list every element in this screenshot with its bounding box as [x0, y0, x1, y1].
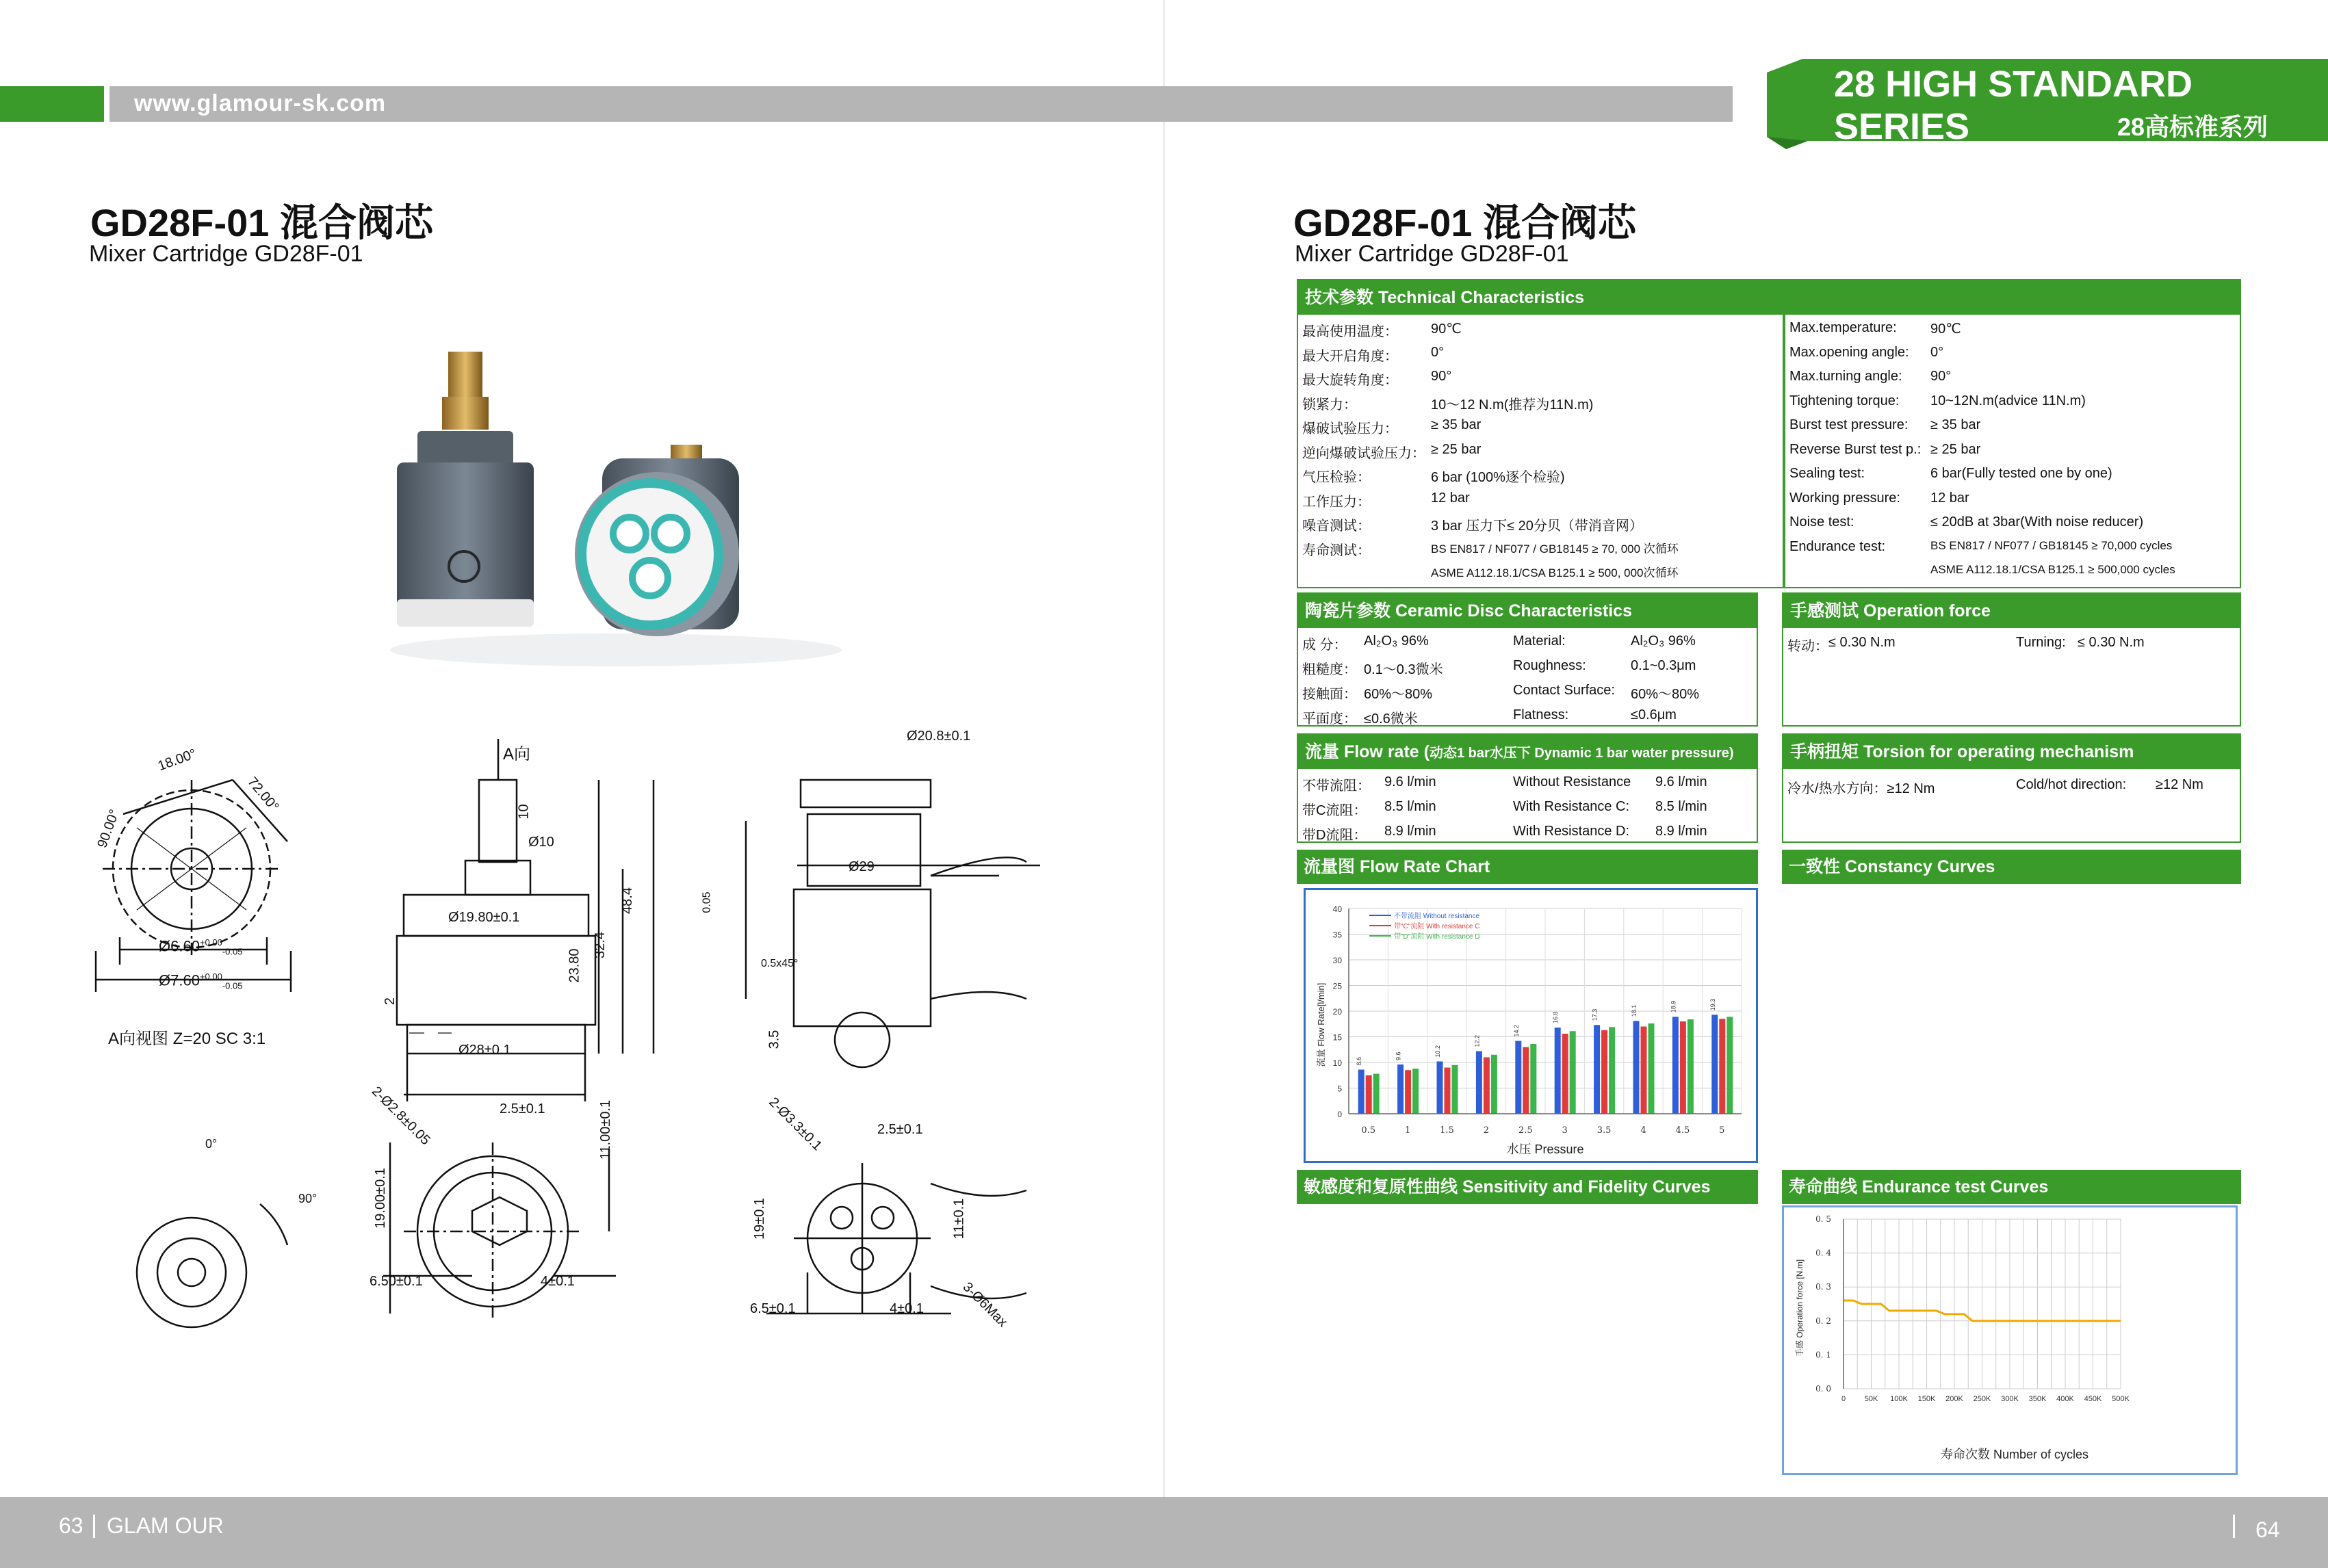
operation-en-label: Turning:	[2016, 635, 2066, 650]
tech-cn-label: 爆破试验压力：	[1302, 421, 1398, 436]
tech-section	[1297, 279, 2241, 588]
flow-xtick: 1	[1404, 1125, 1411, 1136]
flow-bar	[1405, 1070, 1411, 1114]
flow-bar	[1445, 1068, 1451, 1114]
flow-bar	[1530, 1044, 1536, 1114]
flow-cn-label: 不带流阻：	[1302, 779, 1371, 794]
tech-heading: 技术参数 Technical Characteristics	[1298, 280, 2240, 315]
flow-legend-label: 不带流阻 Without resistance	[1394, 913, 1480, 920]
dim-10: 10	[516, 804, 532, 820]
dim-484: 48.4	[619, 887, 635, 914]
flow-ylabel: 流量 Flow Rate[l/min]	[1316, 982, 1326, 1067]
dim-1900: 19.00±0.1	[372, 1168, 388, 1229]
flow-bar	[1476, 1051, 1482, 1114]
flow-data-label: 16.8	[1552, 1011, 1560, 1023]
endurance-xtick: 350K	[2028, 1395, 2047, 1403]
flow-xtick: 0.5	[1361, 1125, 1376, 1136]
flow-cn-value: 8.9 l/min	[1384, 824, 1436, 839]
flow-cn-label: 带C流阻：	[1302, 803, 1367, 818]
tech-en-label: Reverse Burst test p.:	[1789, 441, 1922, 457]
flow-data-label: 12.2	[1473, 1034, 1481, 1047]
flow-bar	[1726, 1017, 1733, 1114]
dim-2xd28: 2-Ø2.8±0.05	[368, 1084, 433, 1149]
right-product-subtitle: Mixer Cartridge GD28F-01	[1295, 241, 1569, 267]
flow-legend-label: 带"C"流阻 With resistance C	[1394, 923, 1480, 930]
flow-en-value: 9.6 l/min	[1655, 774, 1707, 789]
endurance-xtick: 150K	[1917, 1395, 1936, 1403]
dim-4a: 4±0.1	[541, 1274, 575, 1289]
flow-section	[1297, 733, 1758, 843]
tech-cn-value: ASME A112.18.1/CSA B125.1 ≥ 500, 000次循环	[1431, 566, 1679, 579]
tech-cn-label: 逆向爆破试验压力：	[1302, 445, 1425, 461]
flow-bar	[1491, 1055, 1497, 1114]
dim-d208: Ø20.8±0.1	[907, 729, 971, 744]
flow-bar	[1373, 1074, 1380, 1114]
endurance-ytick: 0. 3	[1815, 1282, 1831, 1292]
tech-en-value: 90℃	[1930, 322, 1961, 337]
flow-bar	[1687, 1019, 1694, 1114]
dim-650: 6.50±0.1	[370, 1274, 423, 1289]
flow-bar	[1452, 1065, 1458, 1114]
flow-bar	[1358, 1070, 1365, 1114]
dim-11b: 11±0.1	[951, 1198, 967, 1240]
flow-en-label: Without Resistance	[1513, 774, 1631, 789]
dim-d29: Ø29	[849, 859, 875, 874]
footer-brand: GLAM OUR	[107, 1513, 224, 1538]
dim-2380: 23.80	[567, 948, 582, 983]
dim-005: 0.05	[701, 891, 713, 913]
flow-ytick: 35	[1332, 930, 1342, 940]
dim-d10: Ø10	[528, 835, 554, 850]
tech-en-value: 6 bar(Fully tested one by one)	[1930, 466, 2112, 481]
tech-en-label: Noise test:	[1789, 514, 1854, 530]
tech-cn-value: 12 bar	[1431, 490, 1470, 506]
flow-ytick: 20	[1332, 1007, 1342, 1017]
flow-xtick: 3	[1562, 1125, 1568, 1136]
tech-cn-label: 气压检验：	[1302, 470, 1371, 485]
ceramic-en-value: 0.1~0.3μm	[1631, 658, 1696, 673]
tech-cn-value: 0°	[1431, 344, 1445, 360]
torsion-cn-label: 冷水/热水方向：≥12 Nm	[1787, 781, 1935, 796]
dim-3xd6: 3-Ø6Max	[959, 1279, 1011, 1331]
dim-d1980: Ø19.80±0.1	[448, 910, 520, 925]
flow-cn-label: 带D流阻：	[1302, 828, 1367, 843]
endurance-xtick: 300K	[2001, 1395, 2019, 1403]
view-a-note: A向视图 Z=20 SC 3:1	[108, 1030, 266, 1048]
tech-cn-label: 锁紧力：	[1302, 397, 1357, 413]
footer-bar	[0, 1497, 2328, 1568]
endurance-heading: 寿命曲线 Endurance test Curves	[1782, 1170, 2241, 1204]
flow-bar	[1601, 1030, 1607, 1114]
tech-cn-value: 6 bar (100%逐个检验)	[1431, 470, 1565, 485]
sensitivity-heading: 敏感度和复原性曲线 Sensitivity and Fidelity Curves	[1297, 1170, 1758, 1204]
flow-data-label: 8.6	[1356, 1056, 1363, 1066]
torsion-en-label: Cold/hot direction:	[2016, 777, 2127, 792]
ceramic-cn-label: 平面度：	[1302, 711, 1357, 727]
tech-en-label: Max.temperature:	[1789, 320, 1897, 335]
dim-05x45: 0.5x45°	[761, 958, 799, 969]
dim-25b: 2.5±0.1	[877, 1122, 923, 1137]
flow-bar	[1672, 1017, 1679, 1114]
flow-bar	[1570, 1031, 1576, 1114]
tech-en-value: 0°	[1930, 344, 1944, 360]
tech-cn-value: 3 bar 压力下≤ 20分贝（带消音网）	[1431, 519, 1643, 534]
flow-ytick: 5	[1337, 1084, 1342, 1094]
flow-ytick: 0	[1337, 1110, 1342, 1119]
ceramic-en-label: Contact Surface:	[1513, 683, 1615, 698]
flow-xtick: 1.5	[1440, 1125, 1454, 1136]
operation-cn-value: ≤ 0.30 N.m	[1828, 635, 1896, 650]
endurance-chart	[1782, 1205, 2238, 1475]
ceramic-cn-label: 粗糙度：	[1302, 662, 1357, 677]
tech-en-label: Tightening torque:	[1789, 393, 1900, 408]
flow-data-label: 18.9	[1670, 1000, 1677, 1013]
tech-en-value: ≤ 20dB at 3bar(With noise reducer)	[1930, 514, 2144, 530]
endurance-xtick: 50K	[1864, 1395, 1878, 1403]
flow-bar	[1484, 1058, 1490, 1114]
ceramic-en-label: Flatness:	[1513, 707, 1569, 722]
dim-19b: 19±0.1	[752, 1197, 768, 1240]
flow-data-label: 17.3	[1591, 1008, 1599, 1021]
ceramic-cn-value: 60%～80%	[1364, 687, 1433, 702]
operation-cn-label: 转动：	[1787, 639, 1828, 654]
flow-rate-chart	[1304, 888, 1758, 1163]
footer-separator-right	[2233, 1515, 2235, 1538]
angle-18-label: 18.00°	[155, 746, 198, 774]
flow-chart-heading: 流量图 Flow Rate Chart	[1297, 850, 1758, 884]
flow-xtick: 4	[1640, 1125, 1646, 1136]
dim-35: 3.5	[766, 1030, 782, 1049]
ceramic-en-value: ≤0.6μm	[1631, 707, 1677, 722]
flow-data-label: 19.3	[1709, 998, 1716, 1011]
endurance-xtick: 100K	[1890, 1395, 1908, 1403]
endurance-xtick: 0	[1841, 1395, 1846, 1403]
tech-en-label: Burst test pressure:	[1789, 417, 1909, 432]
flow-en-label: With Resistance D:	[1513, 824, 1630, 839]
ceramic-en-value: Al₂O₃ 96%	[1631, 633, 1696, 649]
flow-bar	[1594, 1025, 1600, 1114]
ceramic-en-label: Material:	[1513, 633, 1566, 649]
dim-65b: 6.5±0.1	[750, 1301, 796, 1316]
endurance-xtick: 200K	[1945, 1395, 1963, 1403]
endurance-xlabel: 寿命次数 Number of cycles	[1940, 1448, 2089, 1461]
ceramic-heading: 陶瓷片参数 Ceramic Disc Characteristics	[1298, 594, 1757, 628]
dim-324: 32.4	[592, 932, 608, 958]
torsion-heading: 手柄扭矩 Torsion for operating mechanism	[1783, 735, 2240, 769]
flow-bar	[1555, 1028, 1561, 1114]
footer-separator-left	[93, 1515, 95, 1538]
flow-cn-value: 8.5 l/min	[1384, 799, 1436, 814]
rotation-90-label: 90°	[298, 1192, 318, 1205]
view-a-label: A向	[503, 745, 531, 763]
flow-ytick: 30	[1332, 956, 1342, 965]
flow-bar	[1562, 1034, 1568, 1114]
endurance-xtick: 250K	[1973, 1395, 1991, 1403]
ceramic-en-label: Roughness:	[1513, 658, 1586, 673]
header-accent-left	[0, 86, 104, 122]
left-product-subtitle: Mixer Cartridge GD28F-01	[89, 241, 363, 267]
tech-cn-value: ≥ 35 bar	[1431, 417, 1482, 432]
flow-data-label: 9.6	[1395, 1051, 1402, 1060]
series-title: 28 HIGH STANDARD SERIES	[1834, 64, 2193, 147]
flow-bar	[1648, 1023, 1655, 1114]
flow-bar	[1366, 1075, 1372, 1114]
angle-90-label: 90.00°	[94, 807, 122, 850]
endurance-xtick: 400K	[2056, 1395, 2074, 1403]
flow-en-value: 8.9 l/min	[1655, 824, 1707, 839]
operation-heading: 手感测试 Operation force	[1783, 594, 2240, 628]
product-photo	[370, 328, 890, 670]
endurance-ytick: 0. 1	[1815, 1350, 1831, 1360]
dim-2xd33: 2-Ø3.3±0.1	[766, 1095, 825, 1154]
tech-cn-label: 寿命测试：	[1302, 543, 1371, 558]
tech-cn-value: 90℃	[1431, 322, 1462, 337]
page-fold	[1163, 0, 1165, 1568]
ceramic-cn-value: Al₂O₃ 96%	[1364, 633, 1429, 649]
flow-xtick: 3.5	[1596, 1125, 1612, 1136]
flow-ytick: 10	[1332, 1058, 1342, 1068]
tech-en-label: Working pressure:	[1789, 490, 1900, 506]
series-subtitle: 28高标准系列	[2117, 113, 2268, 141]
angle-72-label: 72.00°	[244, 774, 282, 815]
flow-bar	[1523, 1047, 1529, 1114]
tech-en-value: ≥ 25 bar	[1930, 441, 1981, 457]
flow-cn-value: 9.6 l/min	[1384, 774, 1436, 789]
website-url[interactable]: www.glamour-sk.com	[134, 90, 387, 116]
flow-xtick: 5	[1719, 1125, 1725, 1136]
tech-en-value: BS EN817 / NF077 / GB18145 ≥ 70,000 cycles	[1930, 538, 2173, 552]
flow-xlabel: 水压 Pressure	[1506, 1142, 1584, 1156]
flow-ytick: 40	[1332, 904, 1342, 914]
ceramic-cn-value: 0.1～0.3微米	[1364, 662, 1443, 677]
ceramic-cn-label: 接触面：	[1302, 687, 1357, 702]
dim-25a: 2.5±0.1	[500, 1101, 545, 1116]
flow-bar	[1397, 1064, 1404, 1114]
flow-bar	[1609, 1027, 1615, 1114]
flow-bar	[1412, 1069, 1419, 1114]
tech-en-label: Max.opening angle:	[1789, 344, 1909, 360]
tech-cn-value: 10～12 N.m(推荐为11N.m)	[1431, 397, 1594, 413]
right-product-title: GD28F-01 混合阀芯	[1293, 201, 1636, 244]
tech-en-label: Endurance test:	[1789, 538, 1886, 554]
rotation-0-label: 0°	[205, 1137, 218, 1151]
operation-section	[1782, 592, 2241, 727]
tech-en-label: Max.turning angle:	[1789, 369, 1902, 384]
endurance-xtick: 450K	[2084, 1395, 2102, 1403]
tech-en-label: Sealing test:	[1789, 466, 1865, 481]
endurance-ytick: 0. 5	[1815, 1214, 1831, 1224]
flow-bar	[1711, 1015, 1718, 1114]
right-page-number: 64	[2255, 1517, 2280, 1542]
tech-cn-label: 最高使用温度：	[1302, 324, 1398, 339]
ceramic-en-value: 60%～80%	[1631, 687, 1700, 702]
flow-en-label: With Resistance C:	[1513, 799, 1630, 814]
flow-bar	[1633, 1021, 1640, 1114]
flow-data-label: 14.2	[1512, 1024, 1520, 1037]
flow-en-value: 8.5 l/min	[1655, 799, 1707, 814]
flow-ytick: 25	[1332, 981, 1342, 991]
endurance-ytick: 0. 0	[1815, 1384, 1831, 1394]
flow-bar	[1641, 1027, 1647, 1114]
flow-xtick: 2.5	[1518, 1125, 1533, 1136]
left-page-number: 63	[59, 1513, 83, 1538]
tech-divider	[1783, 315, 1785, 587]
constancy-heading: 一致性 Constancy Curves	[1782, 850, 2241, 884]
dim-1100: 11.00±0.1	[598, 1099, 614, 1160]
torsion-section	[1782, 733, 2241, 843]
tech-en-value: ASME A112.18.1/CSA B125.1 ≥ 500,000 cycles	[1930, 563, 2175, 576]
flow-xtick: 2	[1483, 1125, 1490, 1136]
flow-bar	[1437, 1062, 1443, 1114]
tech-en-value: 10~12N.m(advice 11N.m)	[1930, 393, 2086, 408]
flow-legend-label: 带"D"流阻 With resistance D	[1394, 933, 1480, 941]
endurance-xtick: 500K	[2112, 1395, 2130, 1403]
flow-heading: 流量 Flow rate (动态1 bar水压下 Dynamic 1 bar water pressure)	[1298, 735, 1757, 769]
tech-en-value: 12 bar	[1930, 490, 1969, 506]
ceramic-section	[1297, 592, 1758, 727]
dim-2: 2	[383, 997, 398, 1006]
flow-ytick: 15	[1332, 1032, 1342, 1043]
operation-en-value: ≤ 0.30 N.m	[2078, 635, 2145, 650]
ceramic-cn-value: ≤0.6微米	[1364, 711, 1418, 727]
flow-data-label: 18.1	[1631, 1004, 1638, 1017]
ceramic-cn-label: 成 分：	[1302, 638, 1347, 653]
tech-en-value: ≥ 35 bar	[1930, 417, 1981, 432]
torsion-en-value: ≥12 Nm	[2156, 777, 2203, 792]
tech-cn-value: BS EN817 / NF077 / GB18145 ≥ 70, 000 次循环	[1431, 542, 1679, 556]
tech-cn-value: ≥ 25 bar	[1431, 441, 1482, 457]
flow-bar	[1719, 1019, 1725, 1114]
tech-cn-label: 工作压力：	[1302, 494, 1371, 510]
tech-en-value: 90°	[1930, 369, 1952, 384]
dim-d660: $Ø6.60^{+0.00}_{-0.05}$	[159, 937, 243, 957]
tech-cn-label: 噪音测试：	[1302, 519, 1371, 534]
flow-bar	[1515, 1041, 1521, 1114]
endurance-ylabel: 手感 Operation force [N.m]	[1795, 1259, 1805, 1357]
dim-d760: $Ø7.60^{+0.00}_{-0.05}$	[159, 971, 243, 991]
flow-bar	[1680, 1021, 1686, 1114]
dim-4b: 4±0.1	[890, 1301, 924, 1316]
tech-cn-value: 90°	[1431, 369, 1452, 384]
endurance-ytick: 0. 2	[1815, 1316, 1831, 1326]
dim-d28: Ø28±0.1	[458, 1043, 511, 1058]
left-product-title: GD28F-01 混合阀芯	[90, 201, 433, 244]
flow-data-label: 10.2	[1434, 1045, 1441, 1058]
endurance-ytick: 0. 4	[1815, 1248, 1831, 1258]
tech-cn-label: 最大开启角度：	[1302, 348, 1398, 364]
tech-cn-label: 最大旋转角度：	[1302, 373, 1398, 388]
flow-xtick: 4.5	[1675, 1125, 1690, 1136]
